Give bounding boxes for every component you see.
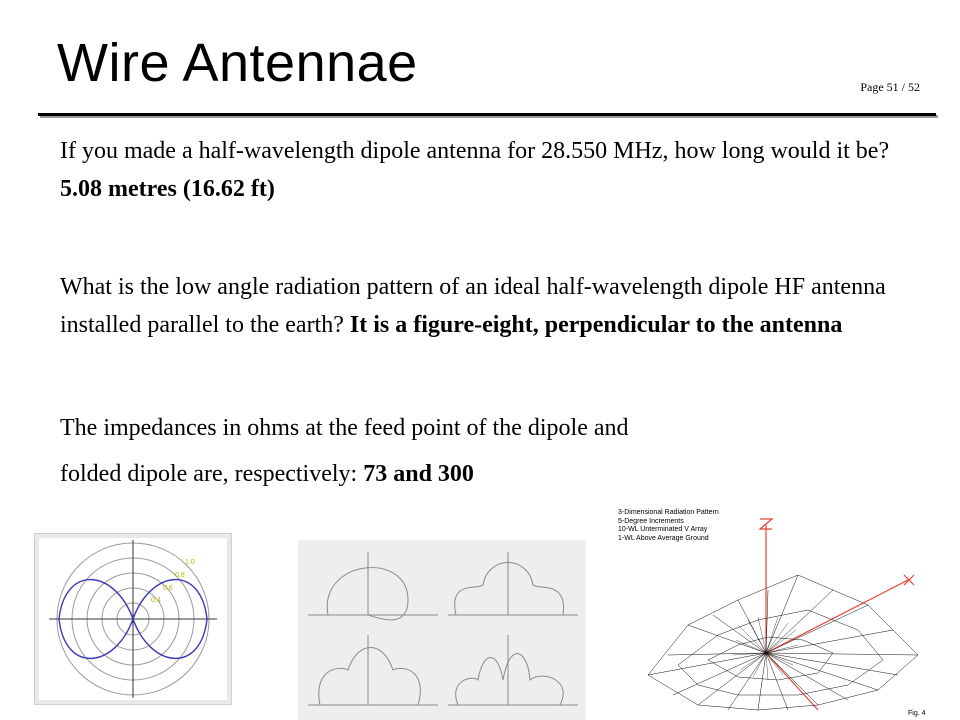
page-number: Page 51 / 52 <box>860 80 920 94</box>
question-2-answer: It is a figure-eight, perpendicular to the antenna <box>349 312 843 338</box>
radiation-pattern-panels-icon <box>298 540 586 720</box>
slide-title: Wire Antennae <box>57 33 418 93</box>
caption-line-2: 5-Degree Increments <box>618 517 684 525</box>
question-2-text: What is the low angle radiation pattern of an ideal half-wavelength dipole HF antenna installed parallel to the earth? <box>60 274 886 338</box>
question-3-text-line2: folded dipole are, respectively: <box>60 461 358 487</box>
fig-label: Fig. 4 <box>908 710 926 717</box>
caption-line-1: 3-Dimensional Radiation Pattern <box>618 509 719 516</box>
3d-pattern-figure <box>618 505 930 720</box>
pattern-grid-figure <box>298 540 586 720</box>
ring-label-4: 0.4 <box>151 597 161 604</box>
question-3 <box>60 405 900 497</box>
title-divider <box>38 113 936 116</box>
question-2 <box>60 268 900 344</box>
ring-label-3: 0.6 <box>163 585 173 592</box>
ring-label-1: 1.0 <box>185 559 195 566</box>
question-3-text-line1: The impedances in ohms at the feed point of the dipole and <box>60 415 629 441</box>
question-1-answer: 5.08 metres (16.62 ft) <box>60 176 275 202</box>
polar-plot-figure <box>34 533 232 705</box>
ring-label-2: 0.8 <box>175 572 185 579</box>
polar-dipole-pattern-icon <box>35 534 231 704</box>
caption-line-3: 10-WL Unterminated V Array <box>618 526 708 533</box>
question-1 <box>60 132 900 208</box>
question-3-answer: 73 and 300 <box>363 461 474 487</box>
caption-line-4: 1-WL Above Average Ground <box>618 534 709 542</box>
question-1-text: If you made a half-wavelength dipole antenna for 28.550 MHz, how long would it be? <box>60 138 890 164</box>
3d-pattern-caption <box>618 509 719 543</box>
